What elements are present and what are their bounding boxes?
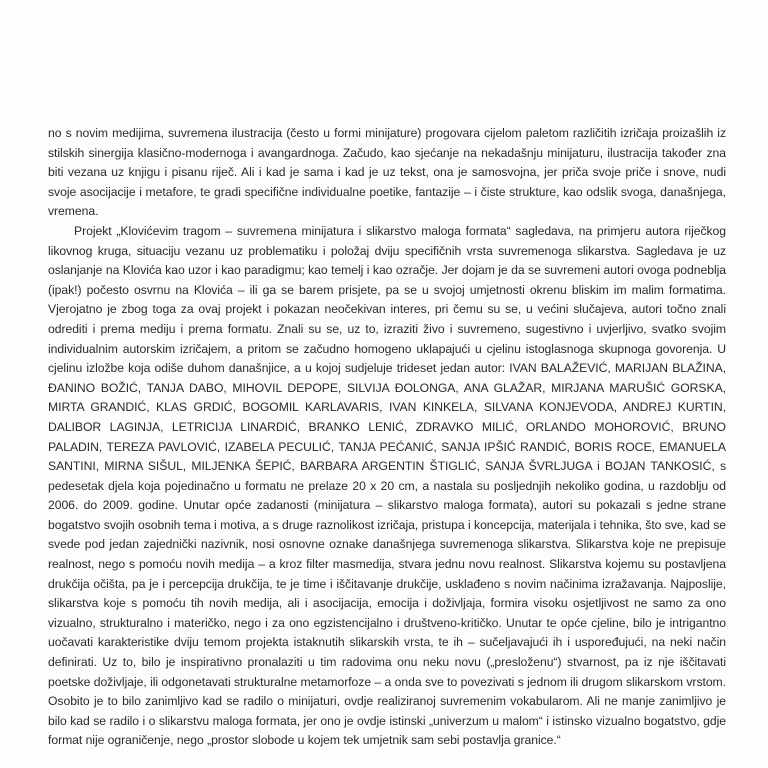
paragraph-project: Projekt „Klovićevim tragom – suvremena minijatura i slikarstvo maloga formata“ sagledava, na primjeru autora riječkog likovnog kruga, situaciju vezanu uz problematiku i položaj dviju specifičnih vrsta suvremenoga slikarstva. Sagledava je uz oslanjanje na Klovića kao uzor i kao paradigmu; kao temelj i kao ozračje. Jer dojam je da se suvremeni autori ovoga podneblja (ipak!) počesto osvrnu na Klovića – ili ga se barem prisjete, pa se u svojoj umjetnosti okrenu bliskim im malim formatima. Vjerojatno je zbog toga za ovaj projekt i pokazan neočekivan interes, pri čemu su se, u većini slučajeva, autori točno znali odrediti i prema mediju i prema formatu. Znali su se, uz to, izraziti živo i suvremeno, sugestivno i uvjerljivo, svatko svojim individualnim autorskim izričajem, a pritom se začudno homogeno uklapajući u cjelinu istoglasnoga skupnoga govorenja. U cjelinu izložbe koja odiše duhom današnjice, a u kojoj sudjeluje trideset jedan autor: IVAN BALAŽEVIĆ, MARIJAN BLAŽINA, ĐANINO BOŽIĆ, TANJA DABO, MIHOVIL DEPOPE, SILVIJA ĐOLONGA, ANA GLAŽAR, MIRJANA MARUŠIĆ GORSKA, MIRTA GRANDIĆ, KLAS GRDIĆ, BOGOMIL KARLAVARIS, IVAN KINKELA, SILVANA KONJEVODA, ANDREJ KURTIN, DALIBOR LAGINJA, LETRICIJA LINARDIĆ, BRANKO LENIĆ, ZDRAVKO MILIĆ, ORLANDO MOHOROVIĆ, BRUNO PALADIN, TEREZA PAVLOVIĆ, IZABELA PECULIĆ, TANJA PEĆANIĆ, SANJA IPŠIĆ RANDIĆ, BORIS ROCE, EMANUELA SANTINI, MIRNA SIŠUL, MILJENKA ŠEPIĆ, BARBARA ARGENTIN ŠTIGLIĆ, SANJA ŠVRLJUGA i BOJAN TANKOSIĆ, s pedesetak djela koja pojedinačno u formatu ne prelaze 20 x 20 cm, a nastala su posljednjih nekoliko godina, u razdoblju od 2006. do 2009. godine. Unutar opće zadanosti (minijatura – slikarstvo maloga formata), autori su pokazali s jedne strane bogatstvo svojih osobnih tema i motiva, a s druge raznolikost izričaja, pristupa i koncepcija, materijala i tehnika, što sve, kad se svede pod jedan zajednički nazivnik, nosi osnovne oznake današnjega suvremenoga slikarstva. Slikarstva koje ne prepisuje realnost, nego s pomoću novih medija – a kroz filter masmedija, stvara jednu novu realnost. Slikarstva kojemu su postavljena drukčija očišta, pa je i percepcija drukčija, te je time i iščitavanje drukčije, usklađeno s novim načinima izražavanja. Najposlije, slikarstva koje s pomoću tih novih medija, ali i asocijacija, emocija i doživljaja, formira visoku osjetljivost ne samo za ono vizualno, strukturalno i materičko, nego i za ono egzistencijalno i društveno-kritičko. Unutar te opće cjeline, bilo je intrigantno uočavati karakteristike dviju temom projekta istaknutih slikarskih vrsta, te ih – sučeljavajući ih i uspoređujući, na neki način definirati. Uz to, bilo je inspirativno pronalaziti u tim radovima onu neku novu („presloženu“) stvarnost, pa iz nje iščitavati poetske doživljaje, ili odgonetavati strukturalne metamorfoze – a onda sve to povezivati s jednom ili drugom slikarskom vrstom. Osobito je to bilo zanimljivo kad se radilo o minijaturi, ovdje realiziranoj suvremenim vokabularom. Ali ne manje zanimljivo je bilo kad se radilo i o slikarstvu maloga formata, jer ono je ovdje istinski „univerzum u malom“ i istinsko vizualno bogatstvo, gdje format nije ograničenje, nego „prostor slobode u kojem tek umjetnik sam sebi postavlja granice.“ (48, 223, 726, 748)
body-text (48, 124, 726, 751)
paragraph-continuation: no s novim medijima, suvremena ilustracija (često u formi minijature) progovara cijelom paletom različitih izričaja proizašlih iz stilskih sinergija klasično-modernoga i avangardnoga. Začudo, kao sjećanje na nekadašnju minijaturu, ilustracija također zna biti vezana uz knjigu i pisanu riječ. Ali i kad je sama i kad je uz tekst, ona je samosvojna, jer priča svoje priče i snove, nudi svoje asocijacije i metafore, te gradi specifične individualne poetike, fantazije – i čiste strukture, kao odslik svoga, današnjega, vremena. (48, 126, 726, 219)
